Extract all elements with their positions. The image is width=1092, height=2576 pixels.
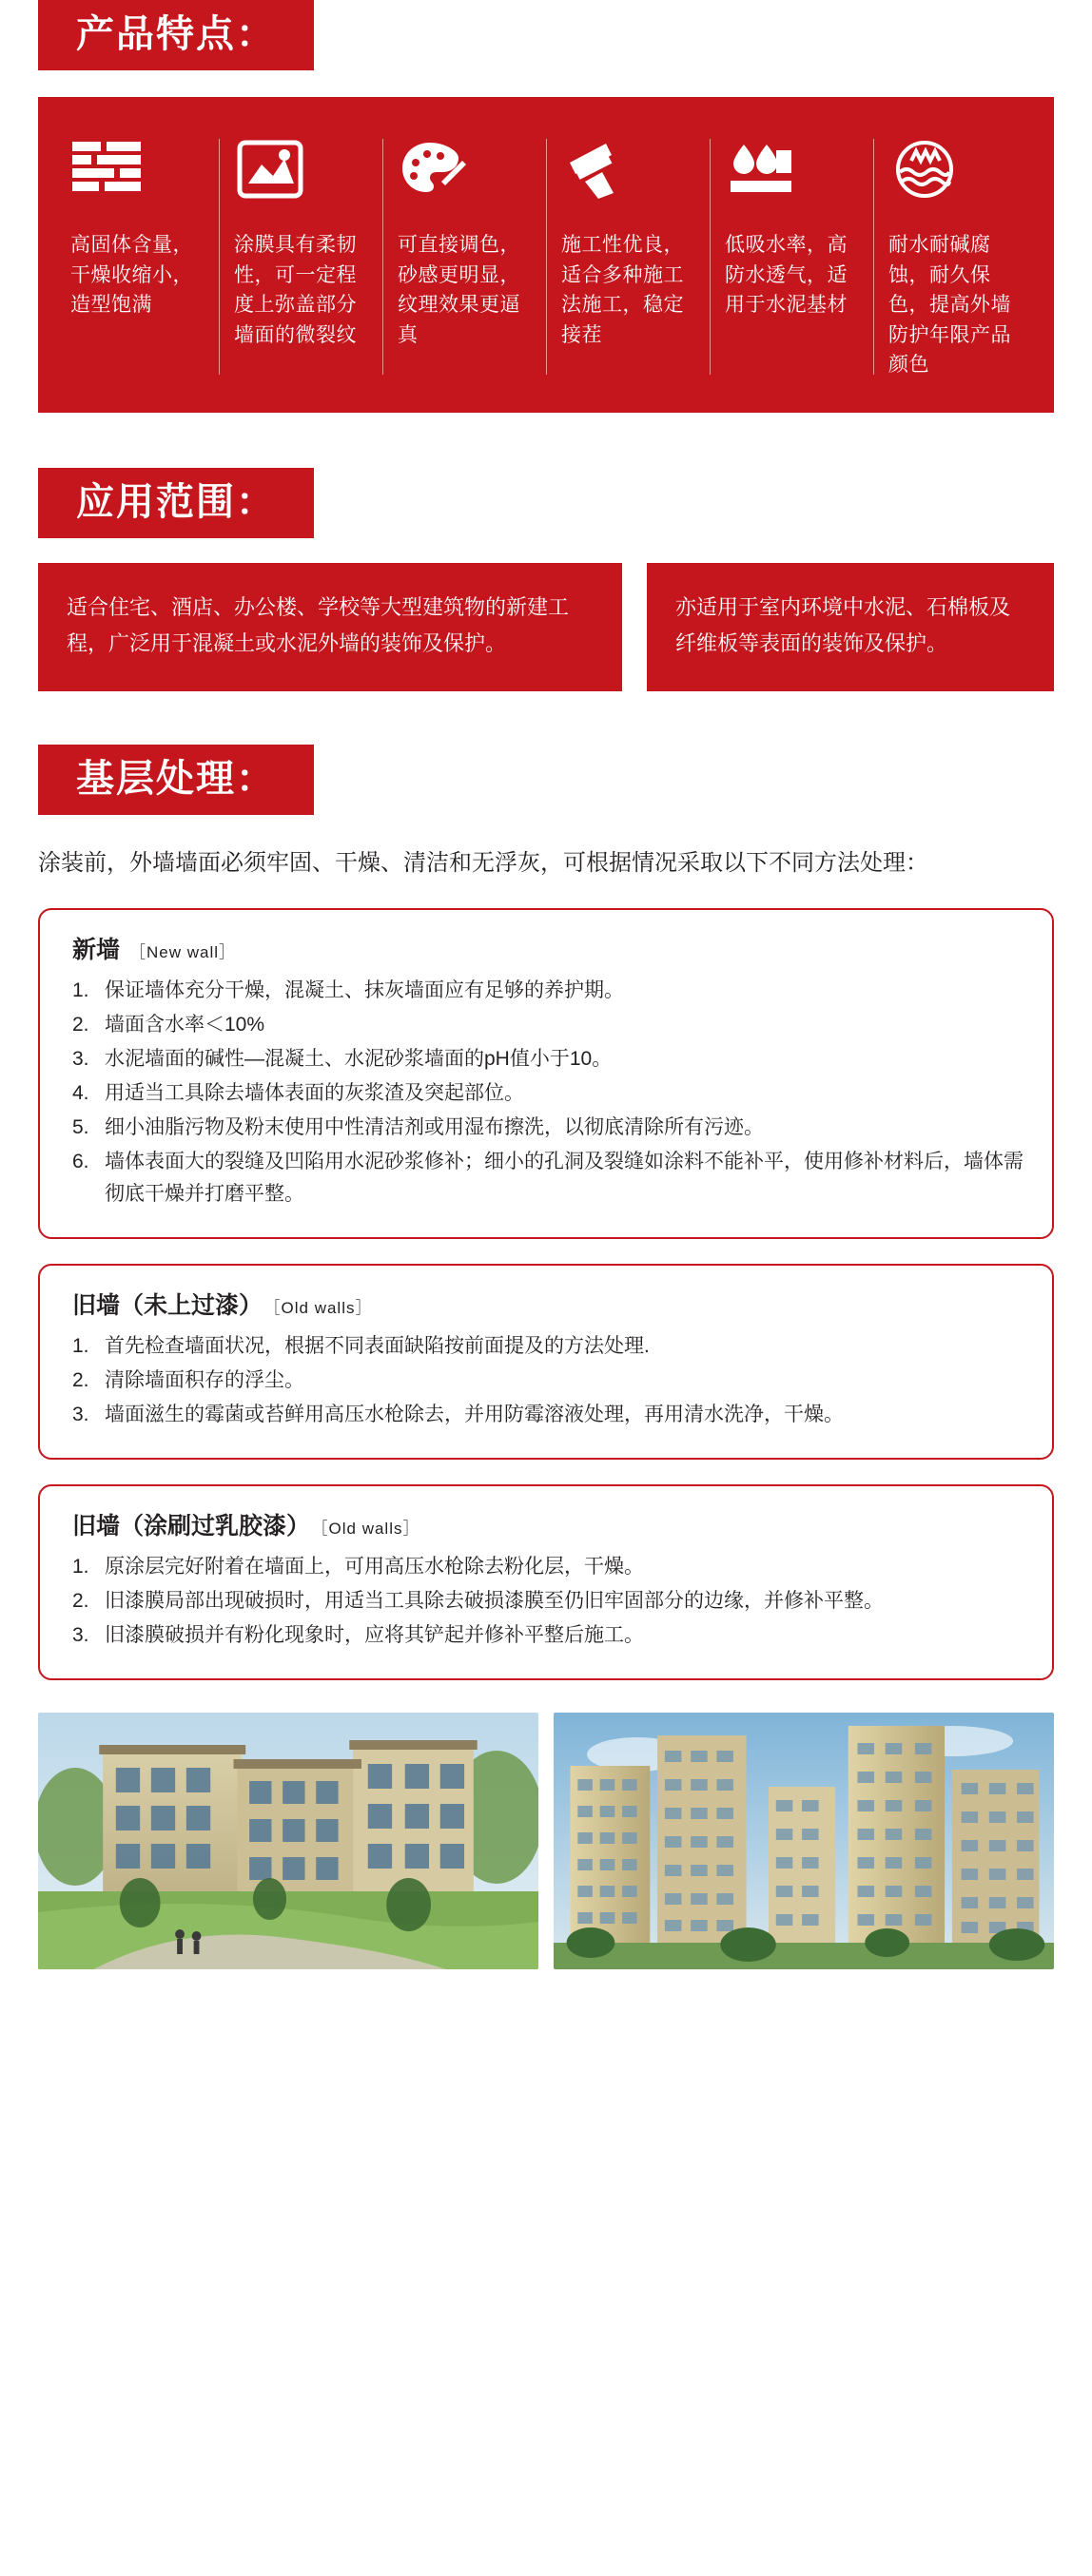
- feature-text: 可直接调色，砂感更明显，纹理效果更逼真: [398, 234, 520, 346]
- feature-item: [55, 133, 219, 380]
- paint-brush-icon: [561, 133, 634, 205]
- feature-text: 耐水耐碱腐蚀，耐久保色，提高外墙防护年限产品颜色: [888, 234, 1011, 376]
- base-heading-wrap: [0, 745, 1092, 815]
- list-item: [72, 1043, 1024, 1075]
- list-item-text: 水泥墙面的碱性—混凝土、水泥砂浆墙面的pH值小于10。: [105, 1047, 613, 1070]
- feature-item: [382, 133, 546, 380]
- card-new-wall: [38, 908, 1054, 1239]
- list-item: [72, 1551, 1024, 1583]
- list-item: [72, 1585, 1024, 1617]
- card-list: [72, 1551, 1024, 1652]
- card-title: [72, 1507, 1024, 1541]
- list-item: [72, 975, 1024, 1007]
- brick-wall-icon: [70, 133, 143, 205]
- photo-gallery: [38, 1713, 1054, 2007]
- feature-text: 施工性优良，适合多种施工法施工，稳定接茬: [561, 234, 684, 346]
- list-item-number: 3.: [72, 1403, 89, 1425]
- list-item-text: 首先检查墙面状况，根据不同表面缺陷按前面提及的方法处理.: [105, 1334, 650, 1357]
- card-title-cn: 旧墙（涂刷过乳胶漆）: [72, 1512, 311, 1540]
- card-title-en: ［Old walls］: [320, 1519, 420, 1538]
- list-item: [72, 1330, 1024, 1363]
- card-title-cn: 旧墙（未上过漆）: [72, 1291, 263, 1319]
- list-item-text: 墙体表面大的裂缝及凹陷用水泥砂浆修补；细小的孔洞及裂缝如涂料不能补平，使用修补材料后，墙体需彻底干燥并打磨平整。: [105, 1150, 1024, 1205]
- feature-item: [873, 133, 1037, 380]
- list-item-text: 墙面含水率＜10%: [105, 1013, 265, 1036]
- apps-heading: 应用范围：: [38, 468, 314, 538]
- photo-apartment-towers: [554, 1713, 1054, 1969]
- list-item-number: 2.: [72, 1368, 89, 1391]
- list-item: [72, 1112, 1024, 1144]
- list-item: [72, 1077, 1024, 1110]
- water-drop-icon: [725, 133, 797, 205]
- list-item-number: 6.: [72, 1150, 89, 1172]
- list-item: [72, 1399, 1024, 1431]
- application-box: 亦适用于室内环境中水泥、石棉板及纤维板等表面的装饰及保护。: [647, 563, 1054, 691]
- card-title: [72, 1287, 1024, 1321]
- base-intro-text: 涂装前，外墙墙面必须牢固、干燥、清洁和无浮灰，可根据情况采取以下不同方法处理：: [38, 849, 928, 876]
- apps-heading-wrap: [0, 468, 1092, 538]
- application-box: 适合住宅、酒店、办公楼、学校等大型建筑物的新建工程，广泛用于混凝土或水泥外墙的装饰及保护。: [38, 563, 622, 691]
- palette-icon: [398, 133, 470, 205]
- feature-text: 低吸水率，高防水透气，适用于水泥基材: [725, 234, 848, 316]
- card-old-wall-unpainted: [38, 1264, 1054, 1460]
- card-title-en: ［New wall］: [129, 942, 237, 961]
- features-panel: [38, 97, 1054, 413]
- list-item: [72, 1146, 1024, 1211]
- photo-residential-villa: [38, 1713, 538, 1969]
- card-list: [72, 975, 1024, 1211]
- water-resist-icon: [888, 133, 961, 205]
- list-item-number: 3.: [72, 1047, 89, 1070]
- list-item-number: 4.: [72, 1081, 89, 1104]
- features-heading: 产品特点：: [38, 0, 314, 70]
- list-item: [72, 1619, 1024, 1652]
- list-item-number: 2.: [72, 1589, 89, 1612]
- card-list: [72, 1330, 1024, 1431]
- feature-item: [546, 133, 710, 380]
- list-item: [72, 1009, 1024, 1041]
- applications-panel: [38, 563, 1054, 691]
- feature-item: [710, 133, 873, 380]
- card-title-en: ［Old walls］: [272, 1298, 373, 1317]
- list-item-text: 用适当工具除去墙体表面的灰浆渣及突起部位。: [105, 1081, 524, 1104]
- features-heading-wrap: [0, 0, 1092, 70]
- list-item-text: 墙面滋生的霉菌或苔鲜用高压水枪除去，并用防霉溶液处理，再用清水洗净，干燥。: [105, 1403, 844, 1425]
- card-title-cn: 新墙: [72, 936, 121, 963]
- list-item-number: 2.: [72, 1013, 89, 1036]
- flexible-film-icon: [234, 133, 306, 205]
- card-title: [72, 931, 1024, 965]
- feature-text: 高固体含量，干燥收缩小，造型饱满: [70, 234, 193, 316]
- card-old-wall-painted: [38, 1484, 1054, 1680]
- list-item-text: 保证墙体充分干燥，混凝土、抹灰墙面应有足够的养护期。: [105, 978, 624, 1001]
- list-item-number: 1.: [72, 1555, 89, 1578]
- list-item: [72, 1365, 1024, 1397]
- list-item-text: 原涂层完好附着在墙面上，可用高压水枪除去粉化层，干燥。: [105, 1555, 644, 1578]
- list-item-text: 细小油脂污物及粉末使用中性清洁剂或用湿布擦洗，以彻底清除所有污迹。: [105, 1115, 764, 1138]
- list-item-number: 3.: [72, 1623, 89, 1646]
- list-item-number: 1.: [72, 1334, 89, 1357]
- list-item-text: 旧漆膜破损并有粉化现象时，应将其铲起并修补平整后施工。: [105, 1623, 644, 1646]
- list-item-text: 旧漆膜局部出现破损时，用适当工具除去破损漆膜至仍旧牢固部分的边缘，并修补平整。: [105, 1589, 884, 1612]
- list-item-number: 1.: [72, 978, 89, 1001]
- list-item-number: 5.: [72, 1115, 89, 1138]
- feature-item: [219, 133, 382, 380]
- base-heading: 基层处理：: [38, 745, 314, 815]
- feature-text: 涂膜具有柔韧性，可一定程度上弥盖部分墙面的微裂纹: [234, 234, 357, 346]
- list-item-text: 清除墙面积存的浮尘。: [105, 1368, 304, 1391]
